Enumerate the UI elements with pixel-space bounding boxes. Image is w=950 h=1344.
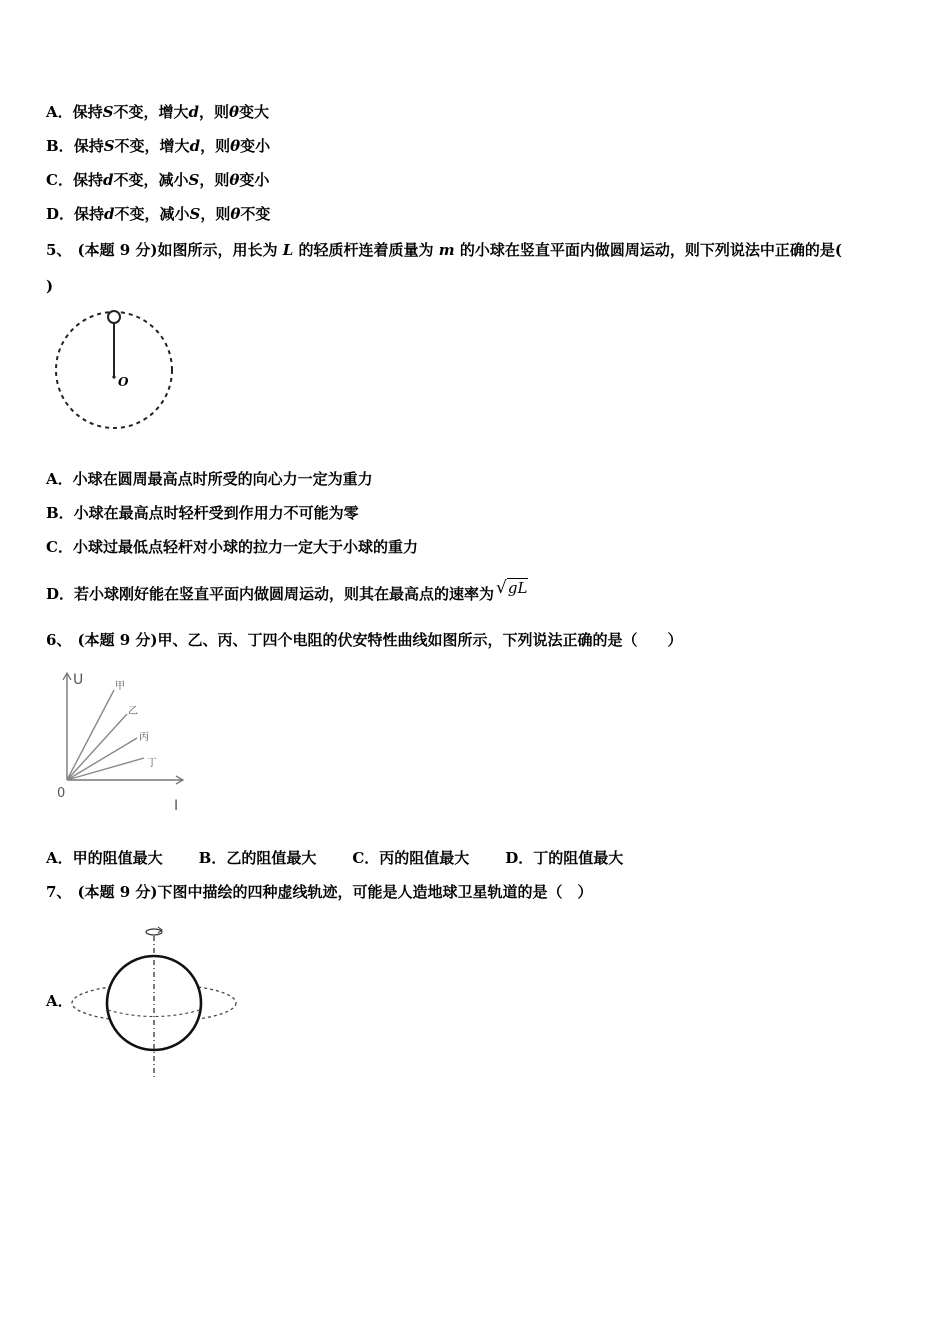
q7-option-a-figure [70,922,242,1084]
x-axis-label: I [174,798,179,814]
line-ding [67,758,144,780]
sqrt-expression: √gL [496,578,528,598]
q6-figure [52,668,192,818]
q6-option-a: A．甲的阻值最大 [46,849,163,867]
q4-option-a: A．保持S不变，增大d，则θ变大 [46,103,270,121]
pivot [112,375,115,378]
q7-option-a-label: A． [46,992,73,1010]
q6-option-c: C．丙的阻值最大 [352,849,470,867]
q6-stem: 6、 (本题 9 分)甲、乙、丙、丁四个电阻的伏安特性曲线如图所示，下列说法正确的是（ ） [46,631,683,649]
y-axis-label: U [73,672,84,688]
label-ding: 丁 [147,758,157,769]
q5-option-a: A．小球在圆周最高点时所受的向心力一定为重力 [46,470,373,488]
label-jia: 甲 [115,681,125,692]
q6-option-d: D．丁的阻值最大 [505,849,624,867]
ball [108,311,120,323]
q5-option-d: D．若小球刚好能在竖直平面内做圆周运动，则其在最高点的速率为 √gL [46,578,528,603]
q5-figure [46,306,186,434]
q6-options [46,848,659,868]
q5-option-c: C．小球过最低点轻杆对小球的拉力一定大于小球的重力 [46,538,418,556]
pivot-label: O [118,375,129,389]
q4-option-d: D．保持d不变，减小S，则θ不变 [46,205,271,223]
q6-option-b: B．乙的阻值最大 [198,849,317,867]
q4-option-c: C．保持d不变，减小S，则θ变小 [46,171,270,189]
q4-option-b: B．保持S不变，增大d，则θ变小 [46,137,271,155]
q5-option-b: B．小球在最高点时轻杆受到作用力不可能为零 [46,504,359,522]
q5-stem: 5、 (本题 9 分)如图所示，用长为 L 的轻质杆连着质量为 m 的小球在竖直平面内做圆周运动，则下列说法中正确的是( [46,241,842,259]
q7-stem: 7、 (本题 9 分)下图中描绘的四种虚线轨迹，可能是人造地球卫星轨道的是（ ） [46,883,593,901]
label-bing: 丙 [139,732,149,743]
label-yi: 乙 [128,706,138,717]
q5-stem-end: ) [46,277,54,295]
origin-label: 0 [57,786,66,801]
